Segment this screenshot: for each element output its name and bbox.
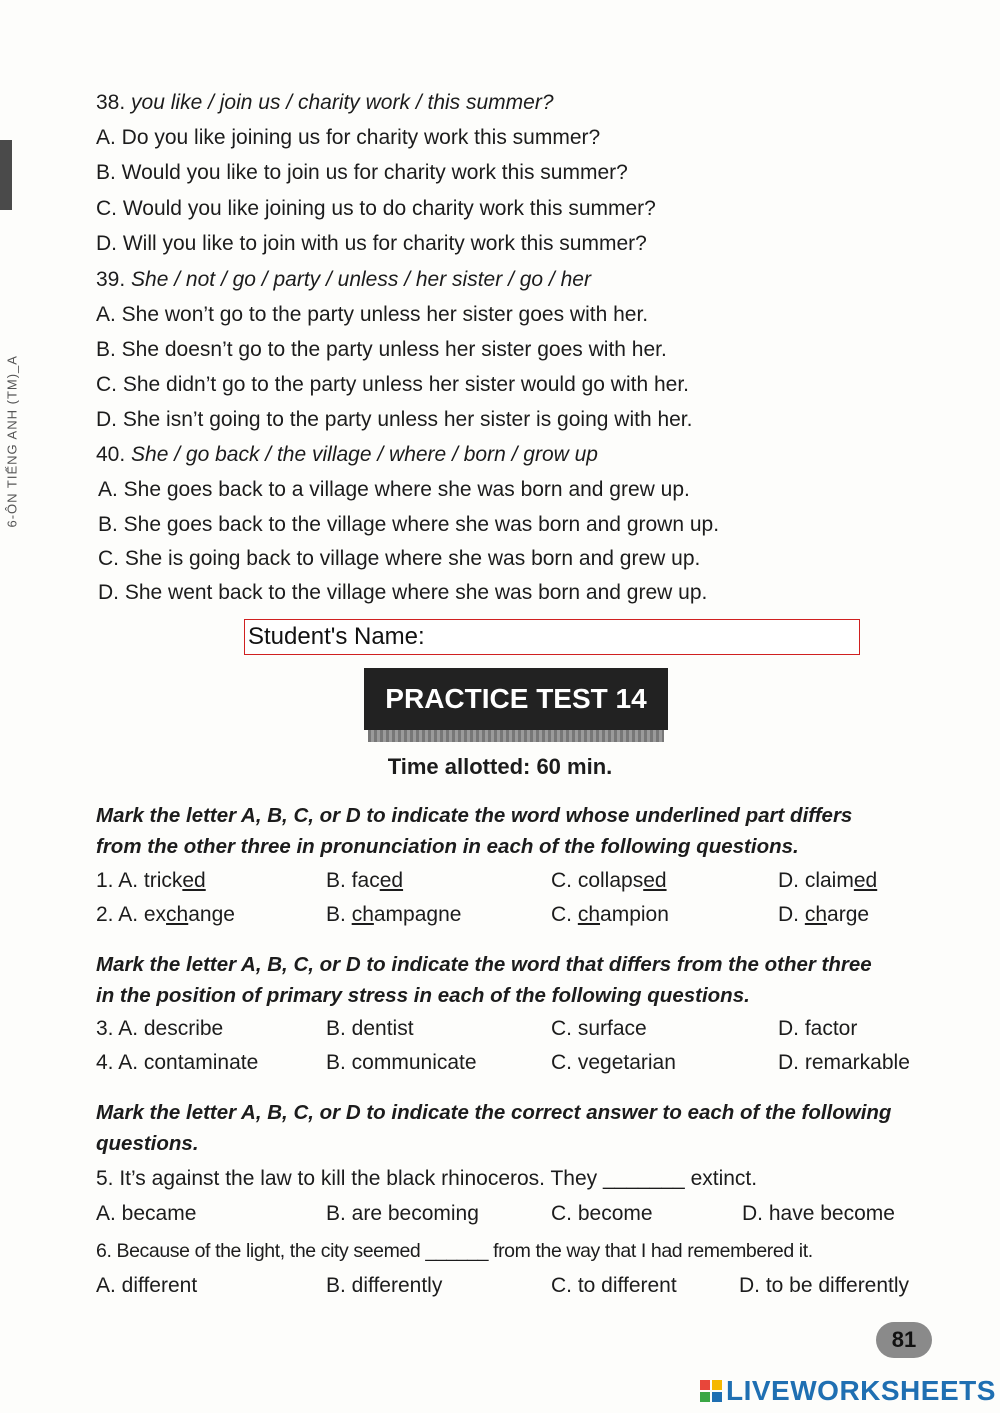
question-40-option-c: C. She is going back to village where she was born and grew up.	[98, 547, 701, 570]
time-allotted: Time allotted: 60 min.	[387, 754, 613, 779]
banner-shadow	[368, 730, 664, 742]
question-4-option-d: D. remarkable	[778, 1051, 910, 1074]
question-1-option-b: B. faced	[326, 869, 404, 892]
watermark-text: LIVEWORKSHEETS	[726, 1375, 996, 1406]
question-3-option-c: C. surface	[551, 1017, 647, 1040]
question-6-stem: 6. Because of the light, the city seemed ______ from the way that I had remembered it.	[96, 1240, 813, 1262]
liveworksheets-watermark	[700, 1376, 996, 1406]
question-38-option-c: C. Would you like joining us to do charity work this summer?	[96, 197, 656, 220]
question-6-option-c: C. to different	[551, 1274, 677, 1297]
question-6-option-a: A. different	[96, 1274, 198, 1297]
question-2-option-a: 2. A. exchange	[96, 903, 235, 926]
practice-test-banner: PRACTICE TEST 14	[364, 668, 668, 730]
question-5-option-b: B. are becoming	[326, 1202, 479, 1225]
question-5-option-a: A. became	[96, 1202, 197, 1225]
instruction-3-line-2: questions.	[96, 1132, 199, 1155]
book-spine-mark	[0, 140, 12, 210]
instruction-2-line-1: Mark the letter A, B, C, or D to indicate the word that differs from the other three	[96, 953, 872, 976]
instruction-1-line-1: Mark the letter A, B, C, or D to indicate the word whose underlined part differs	[96, 804, 853, 827]
question-1-option-d: D. claimed	[778, 869, 878, 892]
question-1-option-a: 1. A. tricked	[96, 869, 206, 892]
question-38-option-a: A. Do you like joining us for charity work this summer?	[96, 126, 601, 149]
question-38-option-b: B. Would you like to join us for charity work this summer?	[96, 161, 628, 184]
question-5-option-d: D. have become	[742, 1202, 895, 1225]
question-3-option-d: D. factor	[778, 1017, 858, 1040]
instruction-1-line-2: from the other three in pronunciation in each of the following questions.	[96, 835, 799, 858]
question-2-option-b: B. champagne	[326, 903, 462, 926]
question-2-option-c: C. champion	[551, 903, 669, 926]
question-40-option-a: A. She goes back to a village where she was born and grew up.	[98, 478, 690, 501]
question-39-option-a: A. She won’t go to the party unless her sister goes with her.	[96, 303, 649, 326]
question-6-option-d: D. to be differently	[739, 1274, 910, 1297]
question-4-option-c: C. vegetarian	[551, 1051, 676, 1074]
question-38-option-d: D. Will you like to join with us for charity work this summer?	[96, 232, 647, 255]
question-5-option-c: C. become	[551, 1202, 653, 1225]
question-40-option-b: B. She goes back to the village where she was born and grown up.	[98, 513, 720, 536]
question-4-option-a: 4. A. contaminate	[96, 1051, 259, 1074]
question-2-option-d: D. charge	[778, 903, 870, 926]
student-name-label: Student's Name:	[248, 623, 425, 650]
question-39-option-c: C. She didn’t go to the party unless her sister would go with her.	[96, 373, 689, 396]
liveworksheets-logo-icon	[700, 1380, 722, 1402]
question-5-stem: 5. It’s against the law to kill the black rhinoceros. They _______ extinct.	[96, 1167, 758, 1190]
question-39-stem: 39. She / not / go / party / unless / her sister / go / her	[96, 268, 591, 291]
page-number: 81	[876, 1322, 932, 1358]
question-4-option-b: B. communicate	[326, 1051, 477, 1074]
question-3-option-a: 3. A. describe	[96, 1017, 224, 1040]
instruction-3-line-1: Mark the letter A, B, C, or D to indicate the correct answer to each of the following	[96, 1101, 892, 1124]
student-name-field[interactable]	[244, 619, 860, 655]
question-38-stem: 38. you like / join us / charity work / this summer?	[96, 91, 554, 114]
question-1-option-c: C. collapsed	[551, 869, 667, 892]
question-40-stem: 40. She / go back / the village / where / born / grow up	[96, 443, 598, 466]
question-39-option-d: D. She isn’t going to the party unless her sister is going with her.	[96, 408, 693, 431]
instruction-2-line-2: in the position of primary stress in each of the following questions.	[96, 984, 750, 1007]
question-39-option-b: B. She doesn’t go to the party unless her sister goes with her.	[96, 338, 667, 361]
question-3-option-b: B. dentist	[326, 1017, 414, 1040]
question-6-option-b: B. differently	[326, 1274, 443, 1297]
spine-text: 6-ÔN TIẾNG ANH (TM)_A	[4, 355, 20, 528]
question-40-option-d: D. She went back to the village where she was born and grew up.	[98, 581, 708, 604]
